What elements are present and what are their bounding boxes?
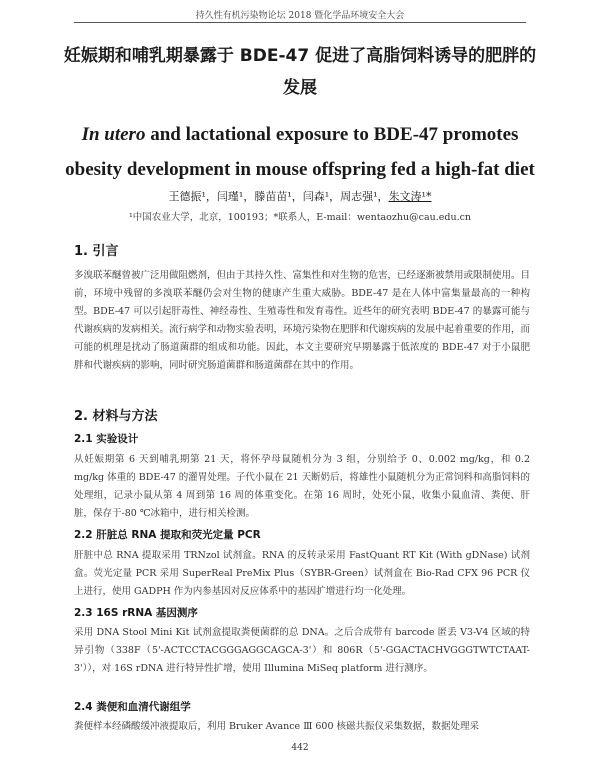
introduction-paragraph: 多溴联苯醚曾被广泛用做阻燃剂，但由于其持久性、富集性和对生物的危害，已经逐渐被禁用或限制使用。目前，环境中残留的多溴联苯醚仍会对生物的健康产生重大威胁。BDE-47 是在人体中富集量最高的一种构型。BDE-47 可以引起肝毒性、神经毒性、生殖毒性和发育毒性。近些年的研究表明 BDE-47 的暴露可能与代谢疾病的发病相关。流行病学和动物实验表明，环境污染物在肥胖和代谢疾病的发展中起着重要的作用，而可能的机理是扰动了肠道菌群的组成和功能。因此，本文主要研究早期暴露于低浓度的 BDE-47 对于小鼠肥胖和代谢疾病的影响，同时研究肠道菌群和肠道菌群在其中的作用。 (74, 270, 531, 371)
header-rule (74, 22, 526, 23)
section-heading-methods: 2. 材料与方法 (74, 409, 158, 424)
title-english (60, 117, 540, 187)
sequencing-paragraph: 采用 DNA Stool Mini Kit 试剂盒提取粪便菌群的总 DNA。之后合成带有 barcode 匿丢 V3-V4 区域的特异引物（338F（5'-ACTCCTACGGGAGGCAGCA-3'）和 806R（5'-GGACTACHVGGGTWTCTAAT-3'）），对 16S rDNA 进行特异性扩增，使用 Illumina MiSeq platform 进行测序。 (74, 627, 530, 674)
corresponding-author: 朱文涛¹* (388, 190, 432, 203)
authors-text: 王德振¹，闫瑾¹，滕苗苗¹，闫森¹，周志强¹， (168, 190, 389, 203)
subsection-heading-rna: 2.2 肝脏总 RNA 提取和荧光定量 PCR (74, 529, 261, 541)
rna-paragraph: 肝脏中总 RNA 提取采用 TRNzol 试剂盒。RNA 的反转录采用 FastQuant RT Kit (With gDNase) 试剂盒。荧光定量 PCR 采用 SuperReal PreMix Plus（SYBR-Green）试剂盒在 Bio-Rad CFX 96 PCR 仪上进行，使用 GADPH 作为内参基因对反应体系中的基因扩增进行均一化处理。 (74, 550, 530, 597)
title-english-italic: In utero (81, 124, 146, 145)
metabolomics-paragraph: 粪便样本经磷酸缓冲液提取后，利用 Bruker Avance Ⅲ 600 核磁共振仪采集数据，数据处理采 (74, 721, 480, 732)
subsection-heading-design: 2.1 实验设计 (74, 433, 139, 445)
subsection-heading-sequencing: 2.3 16S rRNA 基因测序 (74, 607, 198, 619)
design-paragraph: 从妊娠期第 6 天到哺乳期第 21 天，将怀孕母鼠随机分为 3 组，分别给予 0、0.002 mg/kg，和 0.2 mg/kg 体重的 BDE-47 的灌胃处理。子代小鼠在 21 天断奶后，将雄性小鼠随机分为正常饲料和高脂饲料的处理组，记录小鼠从第 4 周到第 16 周的体重变化。在第 16 周时，处死小鼠，收集小鼠血清、粪便、肝脏，保存于-80 ℃冰箱中，进行相关检测。 (74, 454, 530, 519)
subsection-heading-metabolomics: 2.4 粪便和血清代谢组学 (74, 701, 191, 713)
running-header: 持久性有机污染物论坛 2018 暨化学品环境安全大会 (195, 11, 405, 21)
title-chinese: 妊娠期和哺乳期暴露于 BDE-47 促进了高脂饲料诱导的肥胖的发展 (63, 46, 537, 98)
page-number: 442 (291, 743, 309, 753)
title-english-rest: and lactational exposure to BDE-47 promotes obesity development in mouse offspring fed a high-fat diet (65, 124, 535, 180)
section-heading-introduction: 1. 引言 (74, 244, 119, 259)
affiliation: ¹中国农业大学，北京，100193；*联系人，E-mail：wentaozhu@cau.edu.cn (128, 212, 472, 223)
author-list (0, 188, 600, 204)
